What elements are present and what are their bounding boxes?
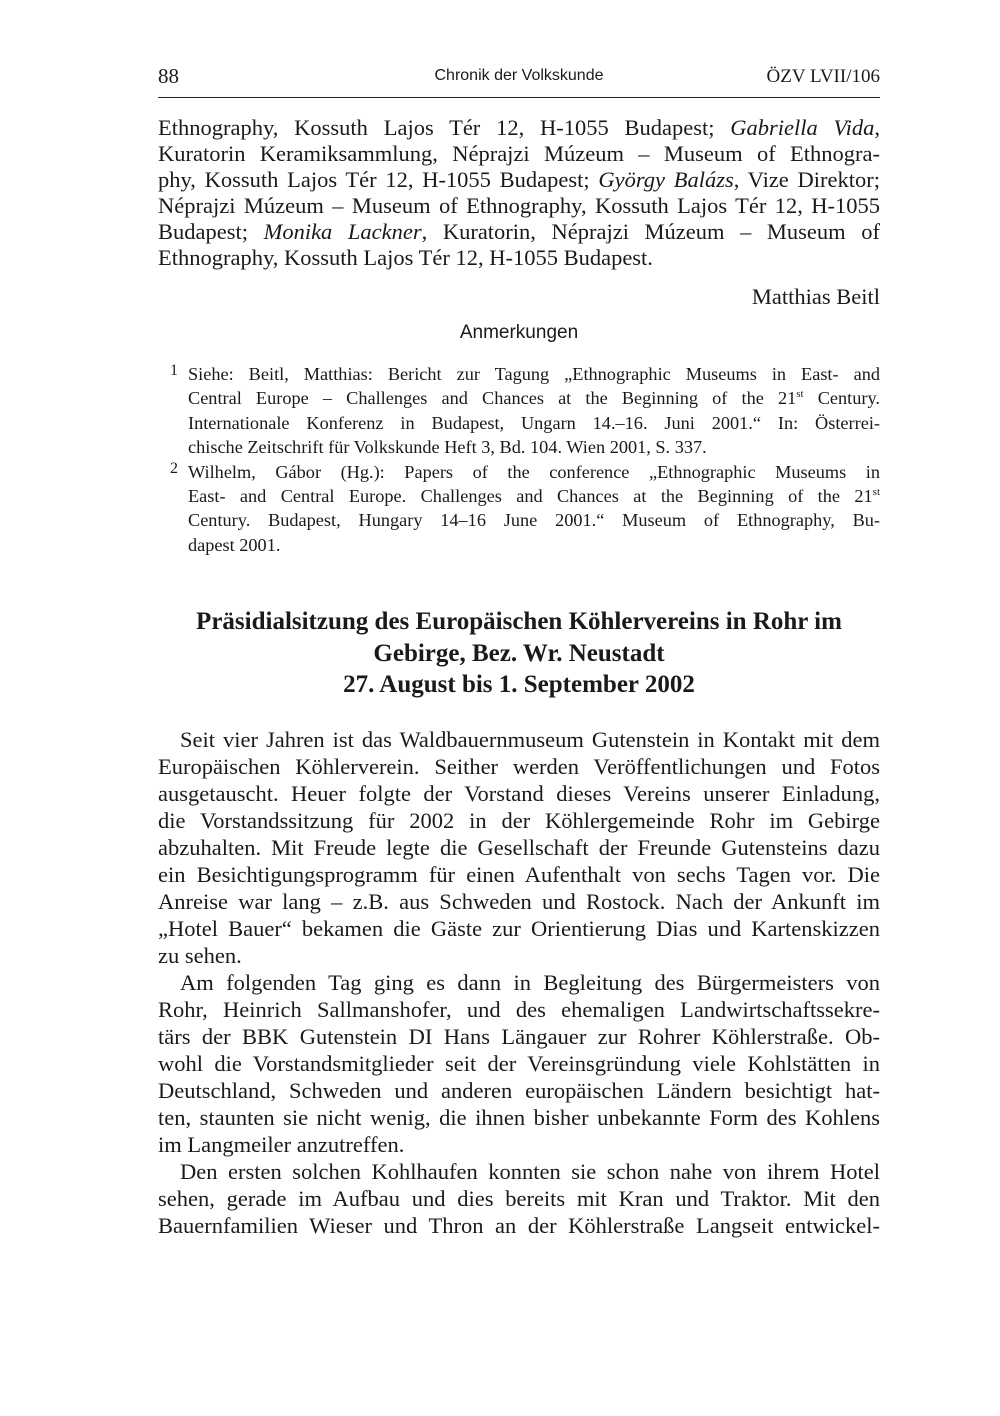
title-line: 27. August bis 1. September 2002 <box>343 671 695 698</box>
text-run: Central Europe – Challenges and Chances at the Beginning of the 21 <box>188 388 797 409</box>
text-line <box>170 435 880 459</box>
text-run: Europäischen Köhlerverein. Seither werden Veröffentlichungen und Fotos <box>158 754 880 779</box>
page-number: 88 <box>158 64 179 88</box>
text-line <box>158 996 880 1023</box>
text-line <box>170 362 880 386</box>
text-line <box>158 942 880 969</box>
text-run: ten, staunten sie nicht wenig, die ihnen bisher unbekannte Form des Kohlens <box>158 1105 880 1130</box>
text-line <box>158 807 880 834</box>
text-run: Den ersten solchen Kohlhaufen konnten sie schon nahe von ihrem Hotel <box>180 1159 880 1184</box>
footnote <box>170 362 880 460</box>
intro-paragraph <box>158 115 880 271</box>
text-run: Am folgenden Tag ging es dann in Begleitung des Bürgermeisters von <box>180 970 880 995</box>
text-run: Wilhelm, Gábor (Hg.): Papers of the conference „Ethnographic Museums in <box>188 461 880 482</box>
text-run: Siehe: Beitl, Matthias: Bericht zur Tagung „Ethnographic Museums in East- and <box>188 364 880 384</box>
text-line <box>158 115 880 141</box>
text-line <box>170 386 880 410</box>
text-run: East- and Central Europe. Challenges and Chances at the Beginning of the 21 <box>188 486 873 506</box>
text-line <box>158 888 880 915</box>
text-line <box>158 167 880 193</box>
article-paragraph <box>158 726 880 969</box>
person-name: György Balázs <box>598 167 734 192</box>
text-run: Deutschland, Schweden und anderen europäischen Ländern besichtigt hat- <box>158 1078 880 1103</box>
text-line <box>158 1050 880 1077</box>
article-paragraph <box>158 969 880 1158</box>
text-run: phy, Kossuth Lajos Tér 12, H-1055 Budapest; <box>158 167 599 192</box>
text-line <box>158 1185 880 1212</box>
text-line <box>170 533 880 557</box>
ordinal-suffix: st <box>796 388 804 401</box>
person-name: Gabriella Vida <box>730 115 875 140</box>
text-line <box>158 726 880 753</box>
text-line <box>158 141 880 167</box>
text-run: tärs der BBK Gutenstein DI Hans Längauer zur Rohrer Köhlerstraße. Ob- <box>158 1024 880 1049</box>
text-run: abzuhalten. Mit Freude legte die Gesellschaft der Freunde Gutensteins dazu <box>158 835 880 860</box>
text-run: Seit vier Jahren ist das Waldbauernmuseum Gutenstein in Kontakt mit dem <box>180 727 880 752</box>
footnote-text <box>170 460 880 558</box>
person-name: Monika Lackner <box>263 219 422 244</box>
text-run: ein Besichtigungsprogramm für einen Aufenthalt von sechs Tagen vor. Die <box>158 862 880 887</box>
text-line <box>170 460 880 484</box>
text-line <box>170 508 880 532</box>
title-line: Gebirge, Bez. Wr. Neustadt <box>373 639 665 667</box>
text-line <box>158 915 880 942</box>
text-run: Anreise war lang – z.B. aus Schweden und Rostock. Nach der Ankunft im <box>158 889 880 914</box>
text-line <box>158 1158 880 1185</box>
text-run: Budapest; <box>158 219 264 244</box>
text-run: Ethnography, Kossuth Lajos Tér 12, H-1055 Budapest; <box>158 115 731 140</box>
text-run: Néprajzi Múzeum – Museum of Ethnography, Kossuth Lajos Tér 12, H-1055 <box>158 193 880 218</box>
footnote-text <box>170 362 880 460</box>
text-line <box>158 780 880 807</box>
text-run: „Hotel Bauer“ bekamen die Gäste zur Orientierung Dias und Kartenskizzen <box>158 916 880 941</box>
text-line <box>170 484 880 508</box>
journal-issue: ÖZV LVII/106 <box>766 66 880 87</box>
text-line <box>170 411 880 435</box>
text-run: ausgetauscht. Heuer folgte der Vorstand dieses Vereins unserer Einladung, <box>158 781 880 806</box>
text-run: die Vorstandssitzung für 2002 in der Köhlergemeinde Rohr im Gebirge <box>158 808 880 833</box>
text-line <box>158 1131 880 1158</box>
text-line <box>158 1212 880 1239</box>
text-run: Rohr, Heinrich Sallmanshofer, und des ehemaligen Landwirtschaftssekre- <box>158 997 880 1022</box>
article-title <box>158 606 880 701</box>
author-signature: Matthias Beitl <box>751 284 880 309</box>
text-line <box>158 219 880 245</box>
article-paragraph <box>158 1158 880 1239</box>
text-run: sehen, gerade im Aufbau und dies bereits mit Kran und Traktor. Mit den <box>158 1186 880 1211</box>
text-run: dapest 2001. <box>188 534 281 555</box>
notes-heading: Anmerkungen <box>459 322 579 343</box>
text-run: Kuratorin Keramiksammlung, Néprajzi Múzeum – Museum of Ethnogra- <box>158 141 880 166</box>
text-line <box>158 1104 880 1131</box>
text-line <box>158 193 880 219</box>
text-run: Century. Budapest, Hungary 14–16 June 2001.“ Museum of Ethnography, Bu- <box>188 510 880 531</box>
text-line <box>158 861 880 888</box>
text-run: , <box>874 115 880 140</box>
section-title: Chronik der Volkskunde <box>434 67 604 84</box>
text-run: Century. <box>803 388 881 409</box>
running-header <box>158 64 880 90</box>
text-run: chische Zeitschrift für Volkskunde Heft 3, Bd. 104. Wien 2001, S. 337. <box>188 437 707 458</box>
footnote-number: 1 <box>170 362 178 379</box>
text-line <box>158 245 880 271</box>
text-line <box>158 969 880 996</box>
ordinal-suffix: st <box>872 485 880 498</box>
text-run: Ethnography, Kossuth Lajos Tér 12, H-1055 Budapest. <box>158 245 653 270</box>
text-run: Bauernfamilien Wieser und Thron an der Köhlerstraße Langseit entwickel- <box>158 1213 880 1238</box>
text-line <box>158 1023 880 1050</box>
text-run: zu sehen. <box>158 943 242 968</box>
text-run: Internationale Konferenz in Budapest, Ungarn 14.–16. Juni 2001.“ In: Österrei- <box>188 412 880 433</box>
text-line <box>158 753 880 780</box>
text-run: im Langmeiler anzutreffen. <box>158 1132 405 1157</box>
text-run: wohl die Vorstandsmitglieder seit der Vereinsgründung viele Kohlstätten in <box>158 1051 880 1076</box>
text-run: , Vize Direktor; <box>733 167 880 192</box>
footnote <box>170 460 880 558</box>
title-line: Präsidialsitzung des Europäischen Köhlervereins in Rohr im <box>196 608 842 635</box>
header-rule <box>158 97 880 98</box>
footnote-number: 2 <box>170 459 178 477</box>
text-line <box>158 834 880 861</box>
text-run: , Kuratorin, Néprajzi Múzeum – Museum of <box>421 219 880 244</box>
text-line <box>158 1077 880 1104</box>
